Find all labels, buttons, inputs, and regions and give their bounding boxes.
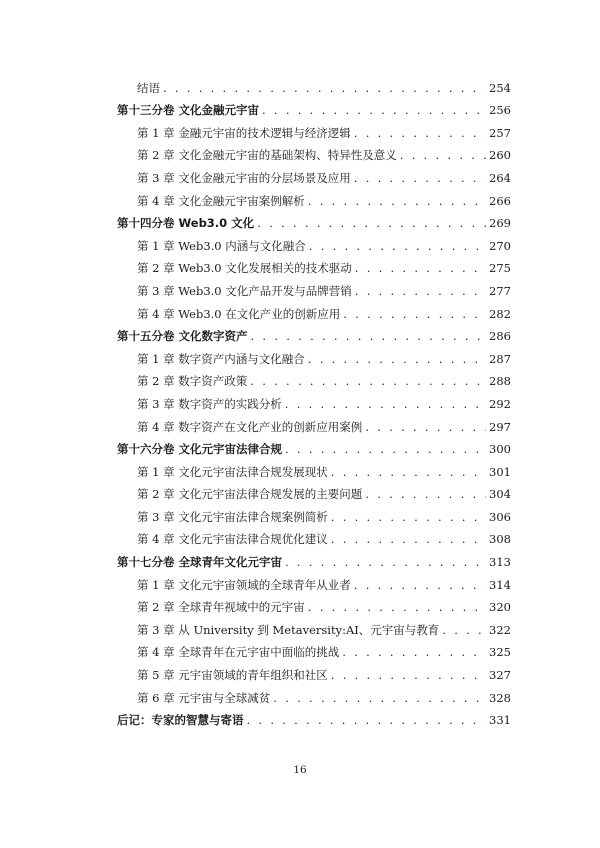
dot-leader: [331, 510, 486, 524]
toc-entry-page: 300: [489, 442, 511, 457]
toc-entry-title: 第 2 章 全球青年视域中的元宇宙: [137, 600, 305, 615]
toc-entry-title: 第 1 章 文化元宇宙法律合规发展现状: [137, 464, 328, 479]
toc-entry-title: 第 2 章 Web3.0 文化发展相关的技术驱动: [137, 261, 352, 276]
toc-entry[interactable]: [117, 388, 511, 411]
toc-entry-page: 325: [489, 645, 511, 660]
toc-entry-title: 第 4 章 Web3.0 在文化产业的创新应用: [137, 306, 341, 321]
dot-leader: [308, 352, 486, 366]
toc-entry-title: 第 1 章 文化元宇宙领域的全球青年从业者: [137, 577, 351, 592]
toc-part-entry[interactable]: [117, 95, 511, 118]
toc-entry[interactable]: [117, 72, 511, 95]
toc-entry-page: 287: [489, 351, 511, 366]
dot-leader: [308, 600, 486, 614]
dot-leader: [365, 487, 486, 501]
toc-entry-page: 306: [489, 509, 511, 524]
toc-part-entry[interactable]: [117, 705, 511, 728]
toc-entry[interactable]: [117, 185, 511, 208]
toc-entry[interactable]: [117, 230, 511, 253]
dot-leader: [257, 216, 486, 230]
toc-entry-title: 结语: [137, 80, 160, 95]
toc-entry-page: 308: [489, 532, 511, 547]
toc-entry-title: 第 3 章 数字资产的实践分析: [137, 396, 282, 411]
toc-entry-title: 第十四分卷 Web3.0 文化: [117, 216, 255, 231]
toc-entry-title: 第 2 章 文化元宇宙法律合规发展的主要问题: [137, 487, 363, 502]
toc-entry-page: 286: [489, 329, 511, 344]
toc-entry[interactable]: [117, 253, 511, 276]
dot-leader: [342, 645, 486, 659]
toc-entry-page: 257: [489, 125, 511, 140]
toc-entry-title: 第 3 章 Web3.0 文化产品开发与品牌营销: [137, 283, 352, 298]
toc-entry[interactable]: [117, 117, 511, 140]
toc-entry-page: 328: [489, 690, 511, 705]
toc-part-entry[interactable]: [117, 321, 511, 344]
dot-leader: [354, 578, 486, 592]
toc-entry[interactable]: [117, 614, 511, 637]
toc-entry-title: 第 4 章 文化金融元宇宙案例解析: [137, 193, 305, 208]
toc-entry-page: 331: [489, 713, 511, 728]
dot-leader: [285, 442, 486, 456]
toc-entry-page: 270: [489, 238, 511, 253]
toc-entry-title: 第 3 章 文化元宇宙法律合规案例简析: [137, 509, 328, 524]
toc-entry-title: 第 6 章 元宇宙与全球减贫: [137, 690, 271, 705]
toc-part-entry[interactable]: [117, 546, 511, 569]
toc-entry[interactable]: [117, 524, 511, 547]
toc-entry[interactable]: [117, 569, 511, 592]
dot-leader: [442, 623, 486, 637]
toc-entry-title: 第 2 章 数字资产政策: [137, 374, 248, 389]
toc-entry-title: 第 4 章 文化元宇宙法律合规优化建议: [137, 532, 328, 547]
toc-entry[interactable]: [117, 456, 511, 479]
dot-leader: [400, 148, 486, 162]
toc-entry-page: 264: [489, 170, 511, 185]
toc-entry-page: 256: [489, 103, 511, 118]
toc-entry-title: 第 3 章 文化金融元宇宙的分层场景及应用: [137, 170, 351, 185]
toc-entry-page: 269: [489, 216, 511, 231]
toc-entry-page: 304: [489, 487, 511, 502]
toc-entry-title: 第十七分卷 全球青年文化元宇宙: [117, 555, 283, 570]
dot-leader: [354, 171, 486, 185]
toc-entry-page: 313: [489, 555, 511, 570]
page-number: 16: [293, 764, 307, 776]
toc-entry-title: 第十五分卷 文化数字资产: [117, 329, 248, 344]
toc-entry-title: 第十六分卷 文化元宇宙法律合规: [117, 442, 283, 457]
toc-entry[interactable]: [117, 298, 511, 321]
dot-leader: [285, 397, 486, 411]
toc-entry-title: 第 1 章 金融元宇宙的技术逻辑与经济逻辑: [137, 125, 351, 140]
toc-entry[interactable]: [117, 501, 511, 524]
dot-leader: [309, 239, 486, 253]
toc-entry[interactable]: [117, 637, 511, 660]
toc-entry[interactable]: [117, 343, 511, 366]
dot-leader: [273, 691, 486, 705]
toc-entry-page: 288: [489, 374, 511, 389]
dot-leader: [251, 329, 487, 343]
toc-entry[interactable]: [117, 366, 511, 389]
dot-leader: [163, 81, 486, 95]
dot-leader: [247, 713, 487, 727]
toc-entry-title: 第 1 章 Web3.0 内涵与文化融合: [137, 238, 306, 253]
toc-entry-title: 第 4 章 全球青年在元宇宙中面临的挑战: [137, 645, 340, 660]
toc-entry-page: 292: [489, 396, 511, 411]
toc-entry-page: 297: [489, 419, 511, 434]
toc-entry-page: 266: [489, 193, 511, 208]
toc-entry[interactable]: [117, 659, 511, 682]
dot-leader: [250, 374, 486, 388]
dot-leader: [308, 194, 486, 208]
toc-entry-page: 275: [489, 261, 511, 276]
toc-part-entry[interactable]: [117, 208, 511, 231]
dot-leader: [365, 420, 486, 434]
toc-entry-page: 254: [489, 80, 511, 95]
toc-entry-title: 第十三分卷 文化金融元宇宙: [117, 103, 260, 118]
dot-leader: [331, 465, 486, 479]
toc-entry-page: 320: [489, 600, 511, 615]
toc-entry-title: 第 1 章 数字资产内涵与文化融合: [137, 351, 305, 366]
toc-entry[interactable]: [117, 592, 511, 615]
dot-leader: [331, 668, 486, 682]
dot-leader: [285, 555, 486, 569]
toc-entry-page: 322: [489, 622, 511, 637]
toc-entry-page: 301: [489, 464, 511, 479]
toc-part-entry[interactable]: [117, 434, 511, 457]
dot-leader: [355, 284, 486, 298]
toc-entry-page: 282: [489, 306, 511, 321]
toc-entry[interactable]: [117, 140, 511, 163]
dot-leader: [355, 261, 486, 275]
toc-entry-page: 277: [489, 283, 511, 298]
dot-leader: [343, 307, 486, 321]
dot-leader: [331, 532, 486, 546]
toc-entry-title: 第 2 章 文化金融元宇宙的基础架构、特异性及意义: [137, 148, 397, 163]
toc-entry-page: 327: [489, 668, 511, 683]
toc-entry-title: 第 5 章 元宇宙领域的青年组织和社区: [137, 668, 328, 683]
toc-entry-page: 260: [489, 148, 511, 163]
table-of-contents: [117, 72, 511, 727]
dot-leader: [354, 126, 486, 140]
dot-leader: [262, 103, 486, 117]
toc-entry-page: 314: [489, 577, 511, 592]
toc-entry[interactable]: [117, 411, 511, 434]
toc-entry-title: 第 4 章 数字资产在文化产业的创新应用案例: [137, 419, 363, 434]
toc-entry-title: 第 3 章 从 University 到 Metaversity:AI、元宇宙与教育: [137, 622, 440, 637]
toc-entry[interactable]: [117, 275, 511, 298]
toc-entry[interactable]: [117, 479, 511, 502]
toc-entry-title: 后记：专家的智慧与寄语: [117, 713, 244, 728]
toc-entry[interactable]: [117, 682, 511, 705]
toc-entry[interactable]: [117, 162, 511, 185]
